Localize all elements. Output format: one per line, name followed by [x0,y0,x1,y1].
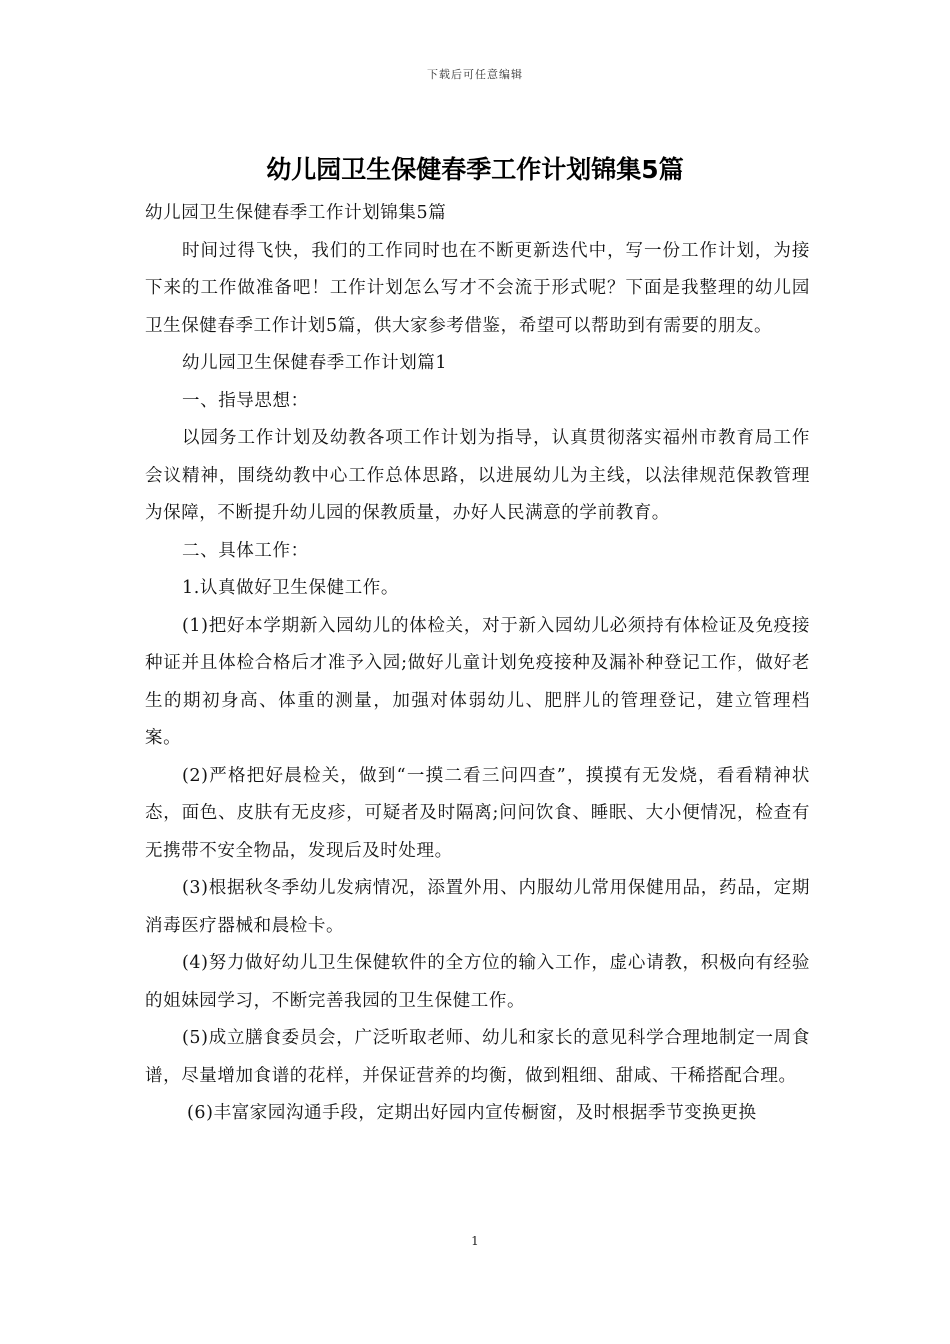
document-title: 幼儿园卫生保健春季工作计划锦集5篇 [266,155,684,184]
document-body [145,195,810,1133]
list-item: (4)努力做好幼儿卫生保健软件的全方位的输入工作，虚心请教，积极向有经验的姐妹园学习，不断完善我园的卫生保健工作。 [145,953,810,1011]
list-item: (6)丰富家园沟通手段，定期出好园内宣传橱窗，及时根据季节变换更换 [187,1103,757,1123]
header-note: 下载后可任意编辑 [427,68,523,81]
list-heading: 1.认真做好卫生保健工作。 [182,578,399,598]
page-number: 1 [471,1234,479,1248]
list-item: (3)根据秋冬季幼儿发病情况，添置外用、内服幼儿常用保健用品，药品，定期消毒医疗器械和晨检卡。 [145,878,810,936]
list-item: (5)成立膳食委员会，广泛听取老师、幼儿和家长的意见科学合理地制定一周食谱，尽量增加食谱的花样，并保证营养的均衡，做到粗细、甜咸、干稀搭配合理。 [145,1028,810,1086]
list-item: (1)把好本学期新入园幼儿的体检关，对于新入园幼儿必须持有体检证及免疫接种证并且体检合格后才准予入园;做好儿童计划免疫接种及漏补种登记工作，做好老生的期初身高、体重的测量，加强对体弱幼儿、肥胖儿的管理登记，建立管理档案。 [145,615,810,748]
intro-paragraph: 时间过得飞快，我们的工作同时也在不断更新迭代中，写一份工作计划，为接下来的工作做准备吧！工作计划怎么写才不会流于形式呢？下面是我整理的幼儿园卫生保健春季工作计划5篇，供大家参考借鉴，希望可以帮助到有需要的朋友。 [145,240,810,336]
section-heading: 幼儿园卫生保健春季工作计划篇1 [182,353,448,373]
section-heading: 一、指导思想： [182,390,309,411]
list-item: (2)严格把好晨检关，做到“一摸二看三问四查”，摸摸有无发烧，看看精神状态，面色、皮肤有无皮疹，可疑者及时隔离;问问饮食、睡眠、大小便情况，检查有无携带不安全物品，发现后及时处理。 [145,765,810,861]
section-heading: 二、具体工作： [182,540,309,561]
subtitle-paragraph: 幼儿园卫生保健春季工作计划锦集5篇 [145,203,447,223]
body-paragraph: 以园务工作计划及幼教各项工作计划为指导，认真贯彻落实福州市教育局工作会议精神，围绕幼教中心工作总体思路，以进展幼儿为主线，以法律规范保教管理为保障，不断提升幼儿园的保教质量，办好人民满意的学前教育。 [145,428,810,523]
